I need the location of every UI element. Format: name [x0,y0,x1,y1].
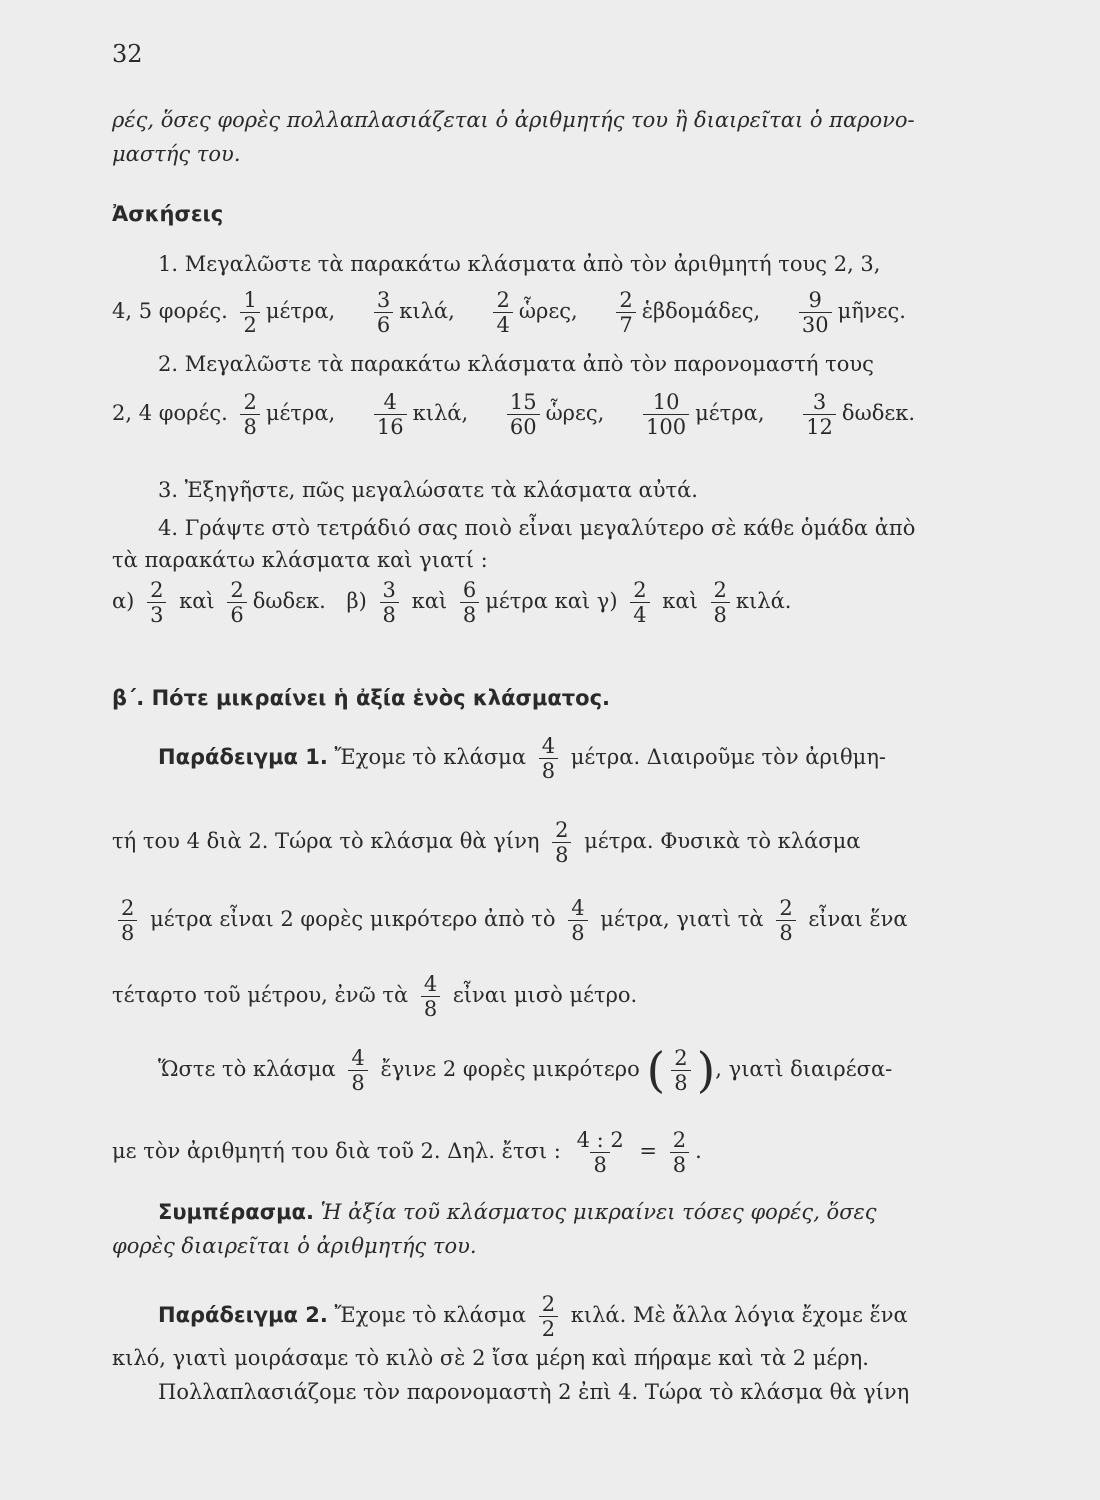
fraction: $\frac{3}{6}$ [374,288,393,337]
unit: μέτρα καὶ [485,589,591,613]
conclusion-line-2: φορὲς διαιρεῖται ὁ ἀριθμητής του. [112,1234,477,1258]
unit: δωδεκ. [841,401,916,425]
exercise-1-line-2 [112,288,906,337]
fraction: $\frac{4}{8}$ [568,896,587,945]
conclusion-line-1: Συμπέρασμα. Ἡ ἀξία τοῦ κλάσματος μικραίνει τόσες φορές, ὅσες [158,1200,877,1224]
exercise-4-line-1: 4. Γράψτε στὸ τετράδιό σας ποιὸ εἶναι μεγαλύτερο σὲ κάθε ὁμάδα ἀπὸ [158,516,916,540]
fraction: $\frac{2}{4}$ [630,578,649,627]
fraction: $\frac{4}{8}$ [348,1046,367,1095]
fraction: $\frac{4}{16}$ [374,390,407,439]
exercises-heading: Ἀσκήσεις [112,202,224,226]
example-1-line-4: τέταρτο τοῦ μέτρου, ἐνῶ τὰ $\frac{4}{8}$ εἶναι μισὸ μέτρο. [112,972,638,1021]
fraction: $\frac{6}{8}$ [460,578,479,627]
fraction: $\frac{3}{12}$ [803,390,836,439]
conclusion-label: Συμπέρασμα. [158,1200,314,1224]
fraction: $\frac{2}{8}$ [118,896,137,945]
example-1-line-6: με τὸν ἀριθμητή του διὰ τοῦ 2. Δηλ. ἔτσι : $\frac{4 : 2}{8}$ = $\frac{2}{8}$ . [112,1128,702,1177]
fraction: $\frac{2}{8}$ [776,896,795,945]
group-c-label: γ) [596,589,618,613]
example-2-line-2: κιλό, γιατὶ μοιράσαμε τὸ κιλὸ σὲ 2 ἴσα μέρη καὶ πήραμε καὶ τὰ 2 μέρη. [112,1346,869,1370]
fraction: $\frac{2}{3}$ [147,578,166,627]
exercise-2-line-1: 2. Μεγαλῶστε τὰ παρακάτω κλάσματα ἀπὸ τὸν παρονομαστή τους [158,352,874,376]
intro-line-2: μαστής του. [112,142,241,166]
page-number: 32 [112,40,143,68]
fraction: $\frac{2}{8}$ [670,1128,689,1177]
fraction: $\frac{9}{30}$ [799,288,832,337]
group-b-label: β) [346,589,367,613]
fraction: $\frac{2}{7}$ [616,288,635,337]
unit: δωδεκ. [252,589,326,613]
example-2-line-1: Παράδειγμα 2. Ἔχομε τὸ κλάσμα $\frac{2}{2}$ κιλά. Μὲ ἄλλα λόγια ἔχομε ἕνα [158,1292,908,1341]
exercise-1-line-1: 1. Μεγαλῶστε τὰ παρακάτω κλάσματα ἀπὸ τὸν ἀριθμητή τους 2, 3, [158,252,881,276]
exercise-2-lead: 2, 4 φορές. [112,401,228,425]
unit: μέτρα, [695,401,765,425]
group-a-label: α) [112,589,135,613]
example-1-line-3: $\frac{2}{8}$ μέτρα εἶναι 2 φορὲς μικρότερο ἀπὸ τὸ $\frac{4}{8}$ μέτρα, γιατὶ τὰ $\frac{2}{8}$ εἶναι ἕνα [112,896,908,945]
conjunction: καὶ [411,589,448,613]
unit: μέτρα, [265,299,336,323]
unit: κιλά, [412,401,469,425]
fraction: $\frac{15}{60}$ [507,390,540,439]
fraction: $\frac{2}{6}$ [227,578,246,627]
fraction: $\frac{2}{2}$ [539,1292,558,1341]
fraction: $\frac{2}{8}$ [552,818,571,867]
example-1-label: Παράδειγμα 1. [158,745,328,769]
fraction: $\frac{1}{2}$ [240,288,259,337]
unit: ὧρες, [518,299,578,323]
unit: ἑβδομάδες, [641,299,761,323]
example-1-line-2: τή του 4 διὰ 2. Τώρα τὸ κλάσμα θὰ γίνη $\frac{2}{8}$ μέτρα. Φυσικὰ τὸ κλάσμα [112,818,861,867]
exercise-4-line-2: τὰ παρακάτω κλάσματα καὶ γιατί : [112,548,488,572]
example-2-label: Παράδειγμα 2. [158,1303,328,1327]
intro-line-1: ρές, ὅσες φορὲς πολλαπλασιάζεται ὁ ἀριθμητής του ἢ διαιρεῖται ὁ παρονο- [112,108,915,132]
fraction: $\frac{2}{4}$ [493,288,512,337]
fraction: $\frac{3}{8}$ [380,578,399,627]
section-title: β΄. Πότε μικραίνει ἡ ἀξία ἑνὸς κλάσματος. [112,686,611,710]
fraction: $\frac{10}{100}$ [643,390,689,439]
unit: μέτρα, [265,401,336,425]
example-2-line-3: Πολλαπλασιάζομε τὸν παρονομαστὴ 2 ἐπὶ 4. Τώρα τὸ κλάσμα θὰ γίνη [158,1380,910,1404]
exercise-1-lead: 4, 5 φορές. [112,299,228,323]
unit: κιλά, [399,299,455,323]
conjunction: καὶ [662,589,698,613]
exercise-4-groups [112,578,791,627]
fraction: $\frac{4}{8}$ [421,972,440,1021]
unit: ὧρες, [545,401,605,425]
example-1-line-5: Ὥστε τὸ κλάσμα $\frac{4}{8}$ ἔγινε 2 φορὲς μικρότερο ( $\frac{2}{8}$ ), γιατὶ διαιρέσα- [158,1042,893,1099]
fraction: $\frac{2}{8}$ [240,390,259,439]
unit: μῆνες. [837,299,906,323]
example-1-line-1: Παράδειγμα 1. Ἔχομε τὸ κλάσμα $\frac{4}{8}$ μέτρα. Διαιροῦμε τὸν ἀριθμη- [158,734,886,783]
fraction: $\frac{4 : 2}{8}$ [576,1128,624,1177]
fraction: $\frac{4}{8}$ [539,734,558,783]
exercise-3: 3. Ἐξηγῆστε, πῶς μεγαλώσατε τὰ κλάσματα αὐτά. [158,478,698,502]
unit: κιλά. [735,589,792,613]
exercise-2-line-2 [112,390,915,439]
conjunction: καὶ [179,589,215,613]
fraction: $\frac{2}{8}$ [671,1046,690,1095]
fraction: $\frac{2}{8}$ [711,578,730,627]
